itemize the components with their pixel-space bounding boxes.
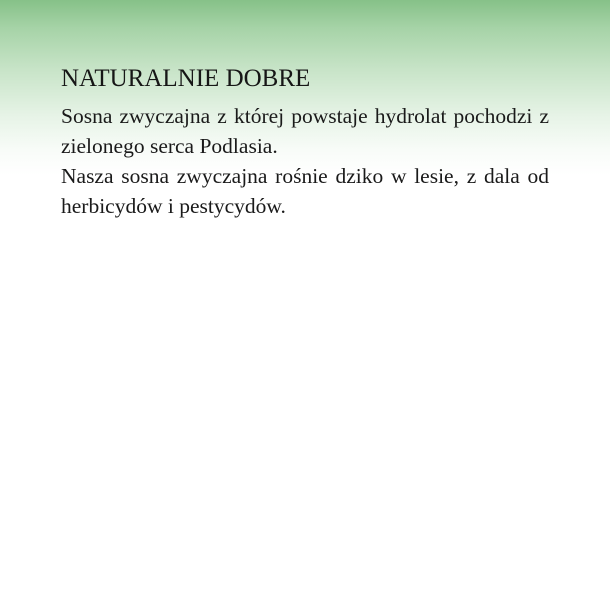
paragraph-wild-growth: Nasza sosna zwyczajna rośnie dziko w lesie, z dala od herbicydów i pestycydów. xyxy=(61,164,549,218)
section-heading: NATURALNIE DOBRE xyxy=(61,65,311,92)
paragraph-origin: Sosna zwyczajna z której powstaje hydrolat pochodzi z zielonego serca Podlasia. xyxy=(61,104,549,158)
text-block xyxy=(61,63,549,221)
